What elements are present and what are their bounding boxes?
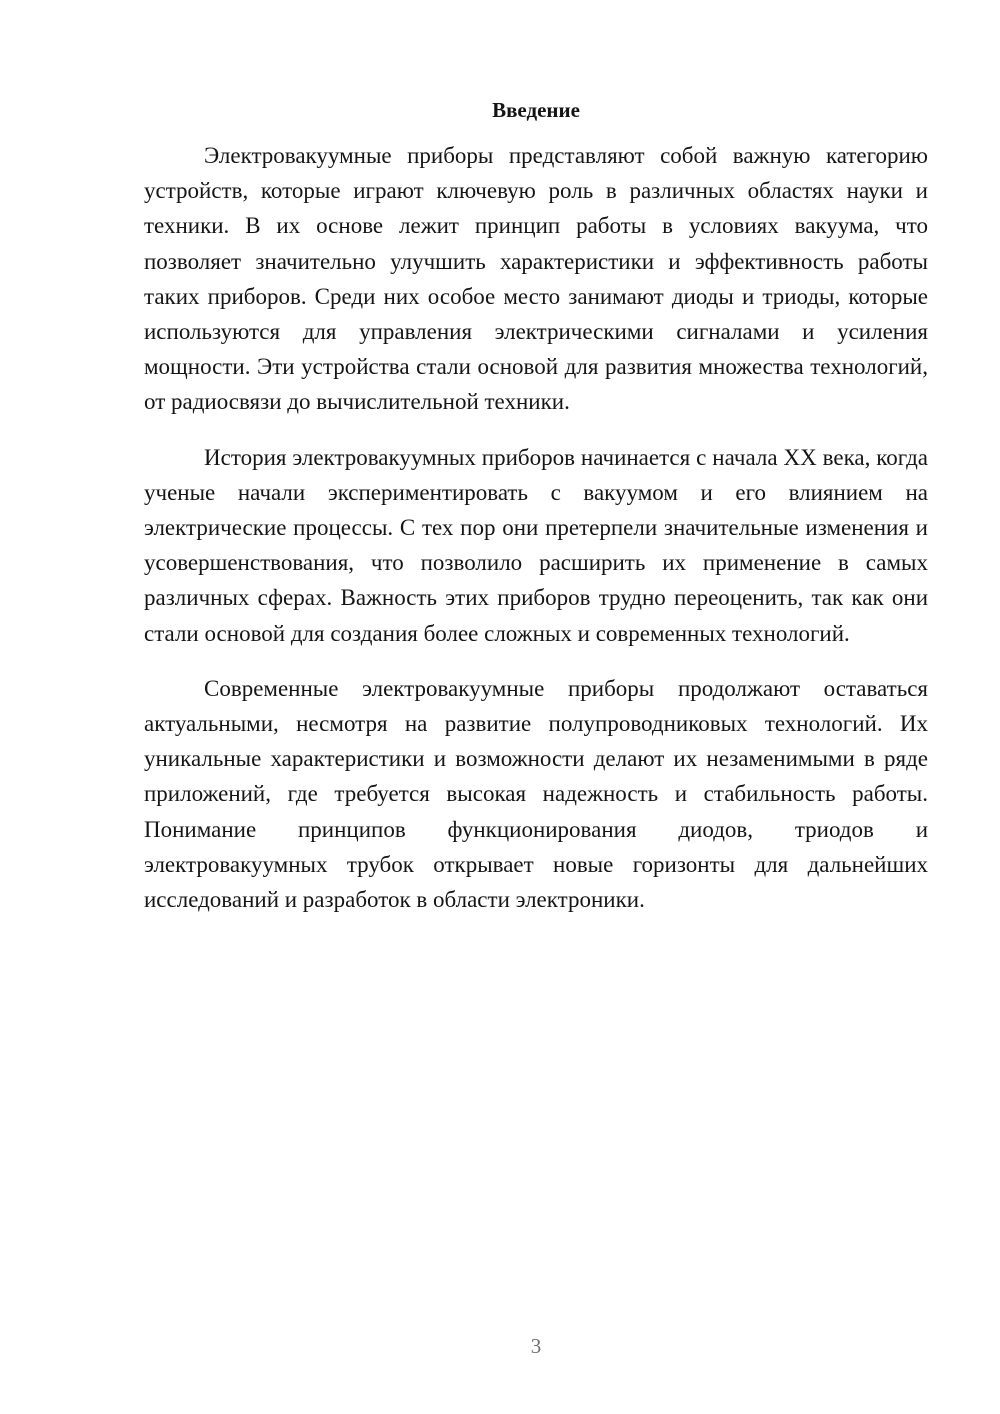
paragraph-1: Электровакуумные приборы представляют собой важную категорию устройств, которые играют ключевую роль в различных областях науки и техники. В их основе лежит принцип работы в условиях вакуума, что позволяет значительно улучшить характеристики и эффективность работы таких приборов. Среди них особое место занимают диоды и триоды, которые используются для управления электрическими сигналами и усиления мощности. Эти устройства стали основой для развития множества технологий, от радиосвязи до вычислительной техники. [144,143,928,415]
paragraph-3: Современные электровакуумные приборы продолжают оставаться актуальными, несмотря на развитие полупроводниковых технологий. Их уникальные характеристики и возможности делают их незаменимыми в ряде приложений, где требуется высокая надежность и стабильность работы. Понимание принципов функционирования диодов, триодов и электровакуумных трубок открывает новые горизонты для дальнейших исследований и разработок в области электроники. [144,675,928,913]
page-content [144,96,928,937]
page-number: 3 [530,1334,542,1358]
paragraph-2: История электровакуумных приборов начинается с начала XX века, когда ученые начали экспериментировать с вакуумом и его влиянием на электрические процессы. С тех пор они претерпели значительные изменения и усовершенствования, что позволило расширить их применение в самых различных сферах. Важность этих приборов трудно переоценить, так как они стали основой для создания более сложных и современных технологий. [144,444,928,646]
page-title: Введение [492,98,580,122]
